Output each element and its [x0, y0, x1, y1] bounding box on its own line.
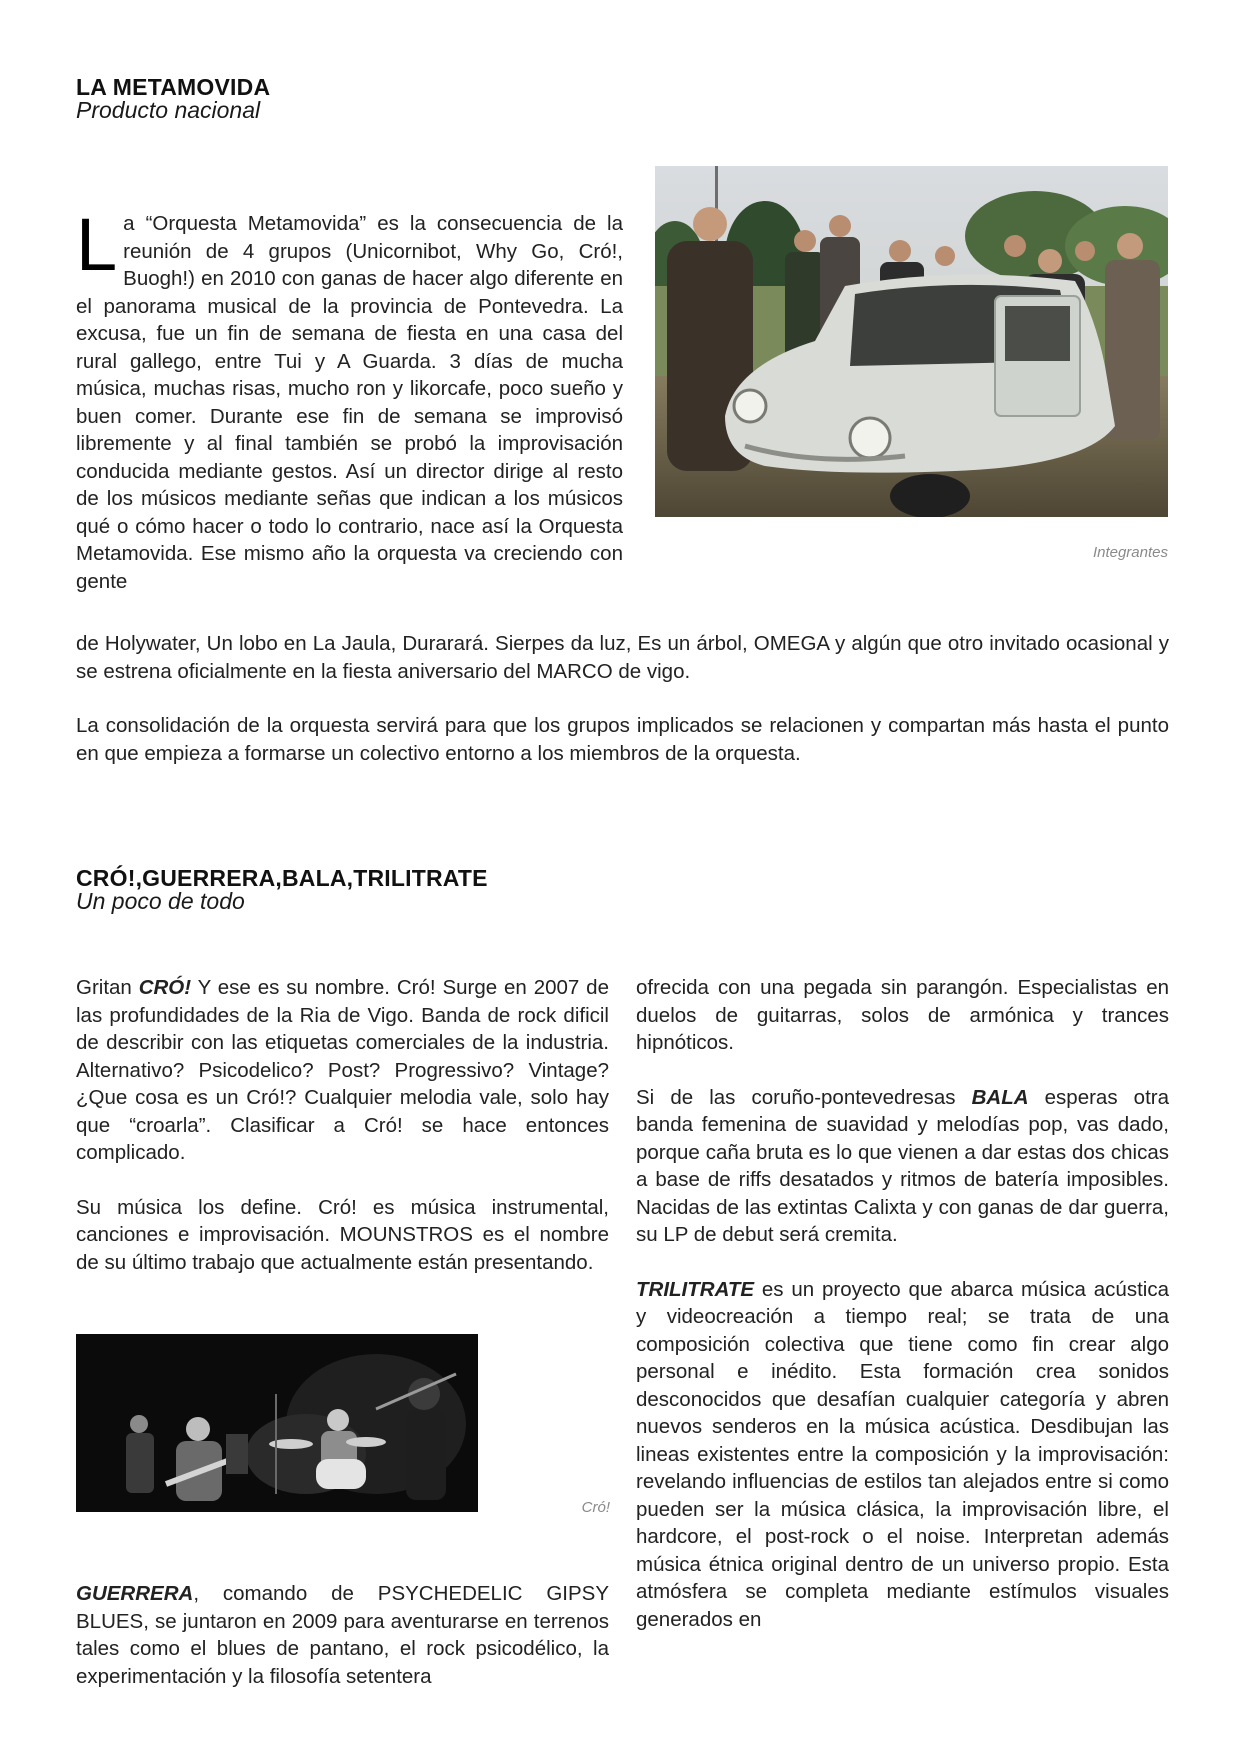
cro-music-paragraph: Su música los define. Cró! es música instrumental, canciones e improvisación. MOUNSTROS es el nombre de su último trabajo que actualmente están presentando. — [76, 1195, 609, 1274]
bala-text-body: esperas otra banda femenina de suavidad y melodías pop, vas dado, porque caña bruta es lo que vienen a dar estas dos chicas a base de riffs desatados y ritmos de batería imposibles. Nacidas de las extintas Calixta y con ganas de dar guerra, su LP de debut será cremita. — [636, 1085, 1169, 1246]
trilitrate-paragraph — [636, 1276, 1169, 1634]
guerrera-paragraph — [76, 1580, 609, 1690]
section-title-metamovida: LA METAMOVIDA — [76, 74, 271, 100]
band-name-cro: CRÓ! — [138, 976, 192, 999]
cro-paragraph — [76, 974, 609, 1167]
section2-column-1-top — [76, 974, 609, 1303]
section2-column-1-bottom — [76, 1580, 609, 1717]
section2-column-2 — [636, 974, 1169, 1660]
bala-paragraph — [636, 1084, 1169, 1249]
guerrera-text-body: , comando de PSYCHEDELIC GIPSY BLUES, se juntaron en 2009 para aventurarse en terrenos tales como el blues de pantano, el rock psicodélico, la experimentación y la filosofía setentera — [76, 1582, 609, 1688]
section1-paragraph-1-start: a “Orquesta Metamovida” es la consecuencia de la reunión de 4 grupos (Unicornibot, Why Go, Cró!, Buogh!) en 2010 con ganas de hacer algo diferente en el panorama musical de la provincia de Pontevedra. La excusa, fue un fin de semana de fiesta en una casa del rural gallego, entre Tui y A Guarda. 3 días de mucha música, muchas risas, mucho ron y likorcafe, poco sueño y buen comer. Durante ese fin de semana se improvisó libremente y al final también se probó la improvisación conducida mediante gestos. Así un director dirige al resto de los músicos mediante señas que indican a los músicos qué o cómo hacer o todo lo contrario, nace así la Orquesta Metamovida. Ese mismo año la orquesta va creciendo con gente — [76, 212, 623, 593]
section1-full-width-text — [76, 630, 1169, 794]
section1-paragraph-column — [76, 203, 623, 595]
band-name-bala: BALA — [971, 1085, 1029, 1109]
section1-paragraph-1-end: de Holywater, Un lobo en La Jaula, Durarará. Sierpes da luz, Es un árbol, OMEGA y algún que otro invitado ocasional y se estrena oficialmente en la fiesta aniversario del MARCO de vigo. — [76, 632, 1169, 683]
drop-cap-letter: L — [76, 203, 118, 286]
section-subtitle-bands: Un poco de todo — [76, 888, 245, 914]
cro-text-intro: Gritan — [76, 976, 139, 999]
trilitrate-text-body: es un proyecto que abarca música acústica y videocreación a tiempo real; se trata de una composición colectiva que tiene como fin crear algo personal e inédito. Esta formación crea sonidos desconocidos que desafían cualquier categoría y abren nuevos senderos en la música acústica. Desdibujan las lineas existentes entre la composición y la improvisación: revelando influencias de estilos tan alejados entre si como pueden ser la música clásica, la improvisación libre, el hardcore, el post-rock o el noise. Interpretan además música étnica original dentro de un universo propio. Esta atmósfera se completa mediante estímulos visuales generados en — [636, 1277, 1169, 1631]
guerrera-continued-paragraph: ofrecida con una pegada sin parangón. Especialistas en duelos de guitarras, solos de armónica y trances hipnóticos. — [636, 976, 1169, 1054]
section-title-bands: CRÓ!,GUERRERA,BALA,TRILITRATE — [76, 865, 488, 891]
photo-caption-integrantes: Integrantes — [1092, 544, 1168, 561]
photo-caption-cro: Cró! — [581, 1499, 610, 1516]
section1-paragraph-2: La consolidación de la orquesta servirá para que los grupos implicados se relacionen y compartan más hasta el punto en que empieza a formarse un colectivo entorno a los miembros de la orquesta. — [76, 714, 1169, 765]
band-name-trilitrate: TRILITRATE — [636, 1277, 755, 1301]
band-photo-integrantes — [655, 166, 1168, 517]
section-subtitle-metamovida: Producto nacional — [76, 97, 261, 123]
band-photo-cro — [76, 1334, 478, 1512]
cro-text-body: Y ese es su nombre. Cró! Surge en 2007 de las profundidades de la Ria de Vigo. Banda de rock dificil de describir con las etiquetas comerciales de la industria. Alternativo? Psicodelico? Post? Progressivo? Vintage? ¿Que cosa es un Cró!? Cualquier melodia vale, solo hay que “croarla”. Clasificar a Cró! se hace entonces complicado. — [76, 976, 609, 1164]
bala-text-intro: Si de las coruño-pontevedresas — [636, 1085, 972, 1109]
band-name-guerrera: GUERRERA — [76, 1582, 194, 1605]
